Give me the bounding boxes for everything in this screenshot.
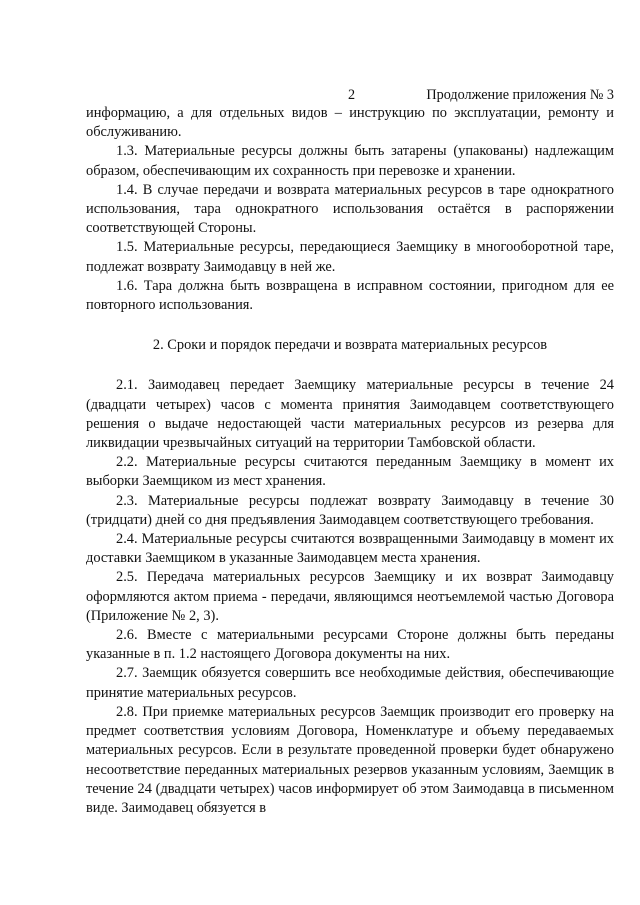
paragraph-1-5: 1.5. Материальные ресурсы, передающиеся Заемщику в многооборотной таре, подлежат возврату Заимодавцу в ней же. <box>86 239 614 275</box>
paragraph-1-6: 1.6. Тара должна быть возвращена в исправном состоянии, пригодном для ее повторного использования. <box>86 277 614 314</box>
paragraph-2-6: 2.6. Вместе с материальными ресурсами Стороне должны быть переданы указанные в п. 1.2 настоящего Договора документы на них. <box>86 627 614 663</box>
paragraph-1-4: 1.4. В случае передачи и возврата материальных ресурсов в таре однократного использования, тара однократного использования остаётся в распоряжении соответствующей Стороны. <box>86 181 614 237</box>
appendix-continuation-label: Продолжение приложения № 3 <box>426 87 614 103</box>
paragraph-2-3: 2.3. Материальные ресурсы подлежат возврату Заимодавцу в течение 30 (тридцати) дней со дня предъявления Заимодавцем соответствующего требования. <box>86 492 614 528</box>
paragraph-2-7: 2.7. Заемщик обязуется совершить все необходимые действия, обеспечивающие принятие материальных ресурсов. <box>86 665 614 701</box>
paragraph-2-8: 2.8. При приемке материальных ресурсов Заемщик производит его проверку на предмет соответствия условиям Договора, Номенклатуре и объему передаваемых материальных ресурсов. Если в результате проведенной проверки будет обнаружено несоответствие переданных материальных резервов указанным условиям, Заемщик в течение 24 (двадцати четырех) часов информирует об этом Заимодавца в письменном виде. Заимодавец обязуется в <box>86 703 614 816</box>
page-header <box>86 86 614 104</box>
paragraph-2-4: 2.4. Материальные ресурсы считаются возвращенными Заимодавцу в момент их доставки Заемщиком в указанные Заимодавцем места хранения. <box>86 531 614 567</box>
paragraph-2-2: 2.2. Материальные ресурсы считаются переданным Заемщику в момент их выборки Заемщиком из мест хранения. <box>86 454 614 490</box>
page-number: 2 <box>348 87 356 103</box>
paragraph-1-2-continued: информацию, а для отдельных видов – инструкцию по эксплуатации, ремонту и обслуживанию. <box>86 105 614 141</box>
paragraph-2-5: 2.5. Передача материальных ресурсов Заемщику и их возврат Заимодавцу оформляются актом приема - передачи, являющимся неотъемлемой частью Договора (Приложение № 2, 3). <box>86 569 614 624</box>
paragraph-2-1: 2.1. Заимодавец передает Заемщику материальные ресурсы в течение 24 (двадцати четырех) часов с момента принятия Заимодавцем соответствующего решения о выдаче недостающей части материальных ресурсов из резерва для ликвидации чрезвычайных ситуаций на территории Тамбовской области. <box>86 377 614 452</box>
paragraph-1-3: 1.3. Материальные ресурсы должны быть затарены (упакованы) надлежащим образом, обеспечивающим их сохранность при перевозке и хранении. <box>86 143 614 179</box>
document-body <box>86 104 614 818</box>
section-2-title: 2. Сроки и порядок передачи и возврата материальных ресурсов <box>152 337 548 354</box>
